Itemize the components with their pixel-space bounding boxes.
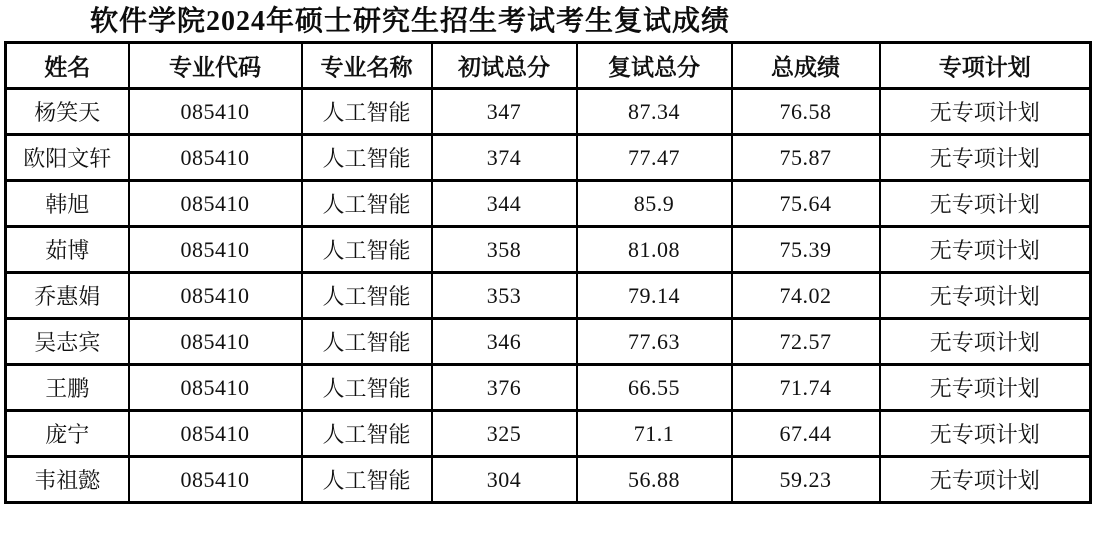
cell-total-score: 74.02 xyxy=(732,273,880,319)
table-row xyxy=(6,135,1091,181)
col-header-initial-score: 初试总分 xyxy=(432,43,577,89)
cell-major-code: 085410 xyxy=(129,411,302,457)
cell-name: 茹博 xyxy=(6,227,129,273)
cell-initial-score: 353 xyxy=(432,273,577,319)
page-title: 软件学院2024年硕士研究生招生考试考生复试成绩 xyxy=(90,6,731,37)
cell-retest-score: 66.55 xyxy=(577,365,732,411)
cell-name: 韩旭 xyxy=(6,181,129,227)
cell-total-score: 67.44 xyxy=(732,411,880,457)
cell-total-score: 75.87 xyxy=(732,135,880,181)
table-row xyxy=(6,319,1091,365)
cell-name: 王鹏 xyxy=(6,365,129,411)
col-header-special-plan: 专项计划 xyxy=(880,43,1091,89)
cell-initial-score: 376 xyxy=(432,365,577,411)
cell-retest-score: 56.88 xyxy=(577,457,732,503)
cell-special-plan: 无专项计划 xyxy=(880,181,1091,227)
table-row xyxy=(6,181,1091,227)
cell-name: 庞宁 xyxy=(6,411,129,457)
cell-name: 杨笑天 xyxy=(6,89,129,135)
cell-special-plan: 无专项计划 xyxy=(880,89,1091,135)
cell-name: 乔惠娟 xyxy=(6,273,129,319)
cell-major-name: 人工智能 xyxy=(302,227,432,273)
cell-major-code: 085410 xyxy=(129,273,302,319)
cell-retest-score: 79.14 xyxy=(577,273,732,319)
cell-major-code: 085410 xyxy=(129,135,302,181)
cell-special-plan: 无专项计划 xyxy=(880,365,1091,411)
cell-major-name: 人工智能 xyxy=(302,89,432,135)
cell-initial-score: 374 xyxy=(432,135,577,181)
table-row xyxy=(6,227,1091,273)
score-table xyxy=(4,41,1092,504)
cell-initial-score: 347 xyxy=(432,89,577,135)
cell-special-plan: 无专项计划 xyxy=(880,227,1091,273)
cell-major-name: 人工智能 xyxy=(302,273,432,319)
cell-major-name: 人工智能 xyxy=(302,457,432,503)
table-row xyxy=(6,411,1091,457)
cell-total-score: 76.58 xyxy=(732,89,880,135)
cell-initial-score: 325 xyxy=(432,411,577,457)
cell-name: 韦祖懿 xyxy=(6,457,129,503)
cell-total-score: 59.23 xyxy=(732,457,880,503)
cell-major-code: 085410 xyxy=(129,365,302,411)
cell-retest-score: 77.63 xyxy=(577,319,732,365)
cell-major-name: 人工智能 xyxy=(302,181,432,227)
cell-major-code: 085410 xyxy=(129,181,302,227)
col-header-major-code: 专业代码 xyxy=(129,43,302,89)
cell-retest-score: 85.9 xyxy=(577,181,732,227)
cell-initial-score: 358 xyxy=(432,227,577,273)
cell-major-code: 085410 xyxy=(129,457,302,503)
cell-special-plan: 无专项计划 xyxy=(880,457,1091,503)
cell-initial-score: 344 xyxy=(432,181,577,227)
table-row xyxy=(6,89,1091,135)
cell-major-code: 085410 xyxy=(129,89,302,135)
cell-retest-score: 87.34 xyxy=(577,89,732,135)
cell-total-score: 75.64 xyxy=(732,181,880,227)
col-header-name: 姓名 xyxy=(6,43,129,89)
cell-special-plan: 无专项计划 xyxy=(880,411,1091,457)
cell-total-score: 71.74 xyxy=(732,365,880,411)
cell-name: 吴志宾 xyxy=(6,319,129,365)
cell-retest-score: 77.47 xyxy=(577,135,732,181)
cell-major-code: 085410 xyxy=(129,319,302,365)
table-row xyxy=(6,273,1091,319)
cell-major-code: 085410 xyxy=(129,227,302,273)
cell-special-plan: 无专项计划 xyxy=(880,273,1091,319)
cell-total-score: 75.39 xyxy=(732,227,880,273)
cell-special-plan: 无专项计划 xyxy=(880,319,1091,365)
cell-major-name: 人工智能 xyxy=(302,411,432,457)
table-row xyxy=(6,457,1091,503)
cell-initial-score: 304 xyxy=(432,457,577,503)
cell-initial-score: 346 xyxy=(432,319,577,365)
cell-major-name: 人工智能 xyxy=(302,319,432,365)
col-header-retest-score: 复试总分 xyxy=(577,43,732,89)
col-header-total-score: 总成绩 xyxy=(732,43,880,89)
cell-name: 欧阳文轩 xyxy=(6,135,129,181)
cell-major-name: 人工智能 xyxy=(302,365,432,411)
cell-retest-score: 81.08 xyxy=(577,227,732,273)
cell-major-name: 人工智能 xyxy=(302,135,432,181)
cell-total-score: 72.57 xyxy=(732,319,880,365)
table-row xyxy=(6,365,1091,411)
col-header-major-name: 专业名称 xyxy=(302,43,432,89)
cell-special-plan: 无专项计划 xyxy=(880,135,1091,181)
table-header-row xyxy=(6,43,1091,89)
cell-retest-score: 71.1 xyxy=(577,411,732,457)
